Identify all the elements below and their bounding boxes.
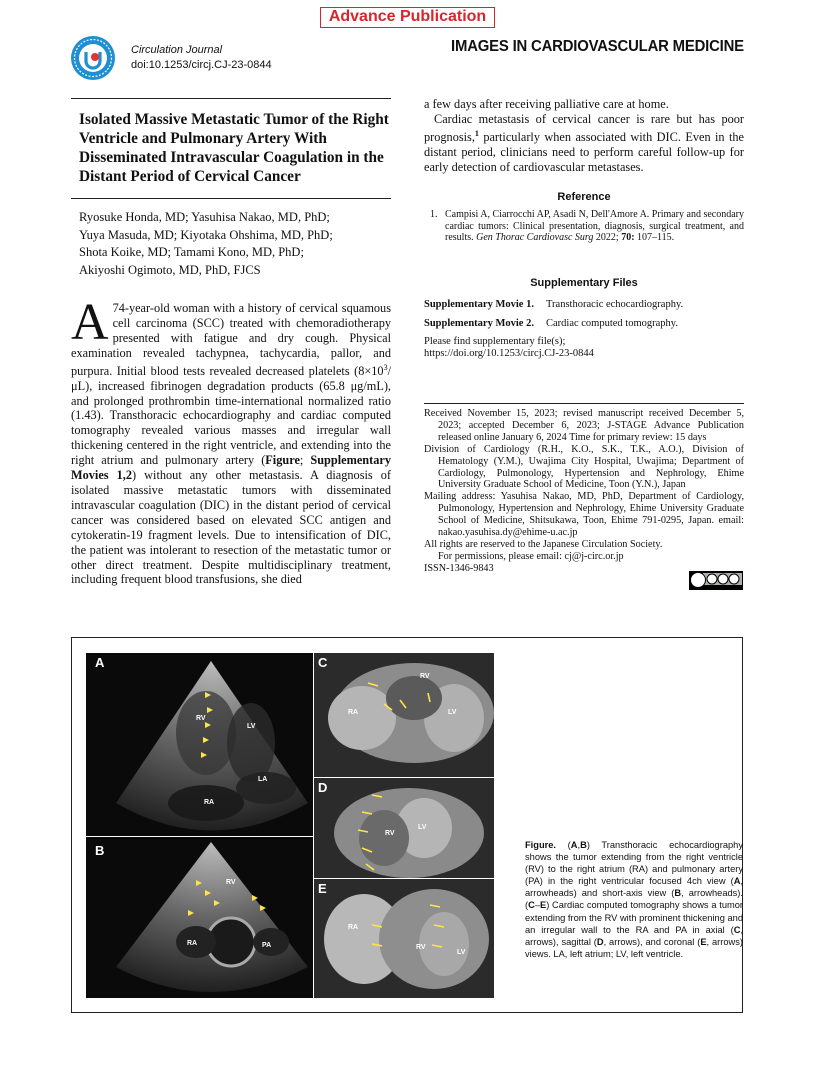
anatomy-label: RA [348, 924, 359, 931]
panel-letter: C [318, 655, 328, 670]
figure-link[interactable]: Figure [265, 453, 300, 468]
supplementary-item-label: Supplementary Movie 2. [424, 318, 534, 329]
ct-axial-image-icon [314, 653, 494, 777]
anatomy-label: RV [196, 715, 206, 722]
echo-short-axis-image-icon [86, 837, 313, 998]
figure-panel-a[interactable] [86, 653, 313, 836]
body-text: ) without any other metastasis. A diagnosis of isolated massive metastatic tumors with disseminated intravascular coagulation (DIC) in the distant period of cervical cancer was considered based on elevated SCC antigen and cytokeratin-19 fragment levels. Due to intensification of DIC, the patient was intolerant to resection of the metastatic tumor or other direct treatment. Despite multidisciplinary treatment, including frequent blood transfusions, she died [71, 468, 391, 587]
supplementary-item[interactable] [424, 299, 683, 310]
figure-caption [525, 839, 743, 960]
article-info [424, 408, 744, 575]
caption-text: , arrows), sagittal ( [525, 924, 743, 947]
ct-sagittal-image-icon [314, 778, 494, 878]
affiliations: Division of Cardiology (R.H., K.O., S.K., T.K., A.O.), Division of Hematology (Y.M.), Uwajima City Hospital, Uwajima; Department of Cardiology, Pulmonology, Hypertension and Nephrology, Ehime University Graduate School of Medicine, Toon (Y.N.), Japan [424, 443, 744, 491]
reference-year: 2022; [593, 232, 622, 244]
caption-text: , arrowheads). ( [525, 888, 743, 911]
caption-text: ( [556, 840, 571, 850]
body-text: 74-year-old woman with a history of cervical squamous cell carcinoma (SCC) treated with chemoradiotherapy presented with fatigue and dry cough. Physical examination revealed tachypnea, tachycardia, pallor, and purpura. Initial blood tests revealed decreased platelets (8×10 [71, 301, 391, 378]
superscript: 3 [383, 362, 388, 372]
caption-panel-ref: A [570, 840, 578, 850]
figure-panel-e[interactable] [314, 879, 494, 998]
article-body-left [71, 294, 391, 587]
author-line: Shota Koike, MD; Tamami Kono, MD, PhD; [79, 245, 304, 259]
caption-text: , arrows), and coronal ( [603, 936, 701, 947]
anatomy-label: RA [348, 709, 359, 716]
rights-statement: All rights are reserved to the Japanese Circulation Society. [424, 538, 663, 550]
supplementary-item[interactable] [424, 318, 678, 329]
anatomy-label: RV [226, 879, 236, 886]
permissions-email: For permissions, please email: cj@j-circ.or.jp [438, 550, 624, 562]
reference-item [424, 209, 744, 244]
supplementary-item-text: Transthoracic echocardiography. [546, 299, 684, 310]
body-text: Cardiac metastasis of cervical cancer is rare but has poor prognosis, [424, 111, 744, 144]
author-list [79, 209, 391, 279]
body-paragraph [424, 112, 744, 175]
reference-authors: Campisi A, Ciarrocchi AP, Asadi N, Dell'Amore A. Primary and secondary cardiac tumors: Clinical presentation, diagnosis, surgical treatment, and results. [445, 209, 744, 244]
body-text: particularly when associated with DIC. Even in the distant period, clinicians need to perform careful follow-up for early detection of cardiovascular metastases. [424, 129, 744, 174]
body-paragraph: a few days after receiving palliative care at home. [424, 97, 669, 111]
caption-label: Figure. [525, 840, 556, 850]
anatomy-label: LA [258, 776, 268, 783]
caption-panel-ref: E [700, 936, 707, 947]
author-line: Ryosuke Honda, MD; Yasuhisa Nakao, MD, PhD; [79, 210, 330, 224]
supplementary-item-text: Cardiac computed tomography. [546, 318, 678, 329]
reference-citation[interactable]: 1 [474, 128, 479, 138]
echo-4ch-image-icon [86, 653, 313, 836]
anatomy-label: RV [420, 673, 430, 680]
body-text: /μL), increased fibrinogen degradation products (65.8 μg/mL), and prolonged prothrombin time-international normalized ratio (1.43). Transthoracic echocardiography and cardiac computed tomography revealed various masses and irregular wall thickening centered in the right ventricle, and extending into the right atrium and pulmonary artery ( [71, 363, 391, 468]
caption-text: , arrowheads) and short-axis view ( [525, 876, 743, 899]
body-text: ; [299, 453, 311, 468]
article-title-box [71, 98, 391, 199]
supplementary-url[interactable]: https://doi.org/10.1253/circj.CJ-23-0844 [424, 347, 594, 359]
caption-panel-ref: A [733, 876, 741, 887]
panel-letter: E [318, 881, 327, 896]
article-title: Isolated Massive Metastatic Tumor of the Right Ventricle and Pulmonary Artery With Disseminated Intravascular Coagulation in the Distant Period of Cervical Cancer [79, 111, 389, 185]
anatomy-label: RV [385, 830, 395, 837]
caption-panel-ref: C [733, 924, 741, 935]
anatomy-label: RA [187, 940, 198, 947]
anatomy-label: PA [262, 942, 272, 949]
anatomy-label: LV [448, 709, 457, 716]
caption-panel-ref: E [540, 900, 547, 911]
supplementary-movies-link[interactable]: Supplementary Movies 1 [71, 453, 391, 483]
reference-journal: Gen Thorac Cardiovasc Surg [476, 232, 594, 244]
panel-letter: D [318, 780, 328, 795]
supplementary-note [424, 336, 744, 360]
creative-commons-badge-icon [689, 571, 743, 590]
info-divider [424, 403, 744, 404]
supplementary-heading: Supplementary Files [530, 277, 638, 289]
author-line: Yuya Masuda, MD; Kiyotaka Ohshima, MD, PhD; [79, 227, 333, 242]
caption-panel-ref: B [674, 888, 682, 899]
anatomy-label: LV [418, 824, 427, 831]
drop-cap: A [71, 294, 109, 351]
received-dates: Received November 15, 2023; revised manuscript received December 5, 2023; accepted December 6, 2023; J-STAGE Advance Publication released online January 6, 2024 Time for primary review: 15 days [424, 408, 744, 443]
caption-text: ) Cardiac computed tomography shows a tumor extending from the RV with prominent thickening and an irregular wall to the RA and PA in axial ( [525, 900, 743, 935]
caption-text: ) Transthoracic echocardiography shows the tumor extending from the right ventricle (RV) to the right atrium (RA) and pulmonary artery (PA) in the right ventricular focused 4ch view ( [525, 840, 743, 887]
supplementary-note-text: Please find supplementary file(s); [424, 336, 566, 347]
caption-panel-ref: B [580, 840, 587, 850]
section-heading: IMAGES IN CARDIOVASCULAR MEDICINE [451, 38, 744, 55]
figure-panel-d[interactable] [314, 778, 494, 878]
supplementary-movies-link-2[interactable]: ,2 [122, 468, 133, 483]
caption-text: , arrows) views. LA, left atrium; LV, left ventricle. [525, 936, 743, 959]
figure-panel-b[interactable] [86, 837, 313, 998]
author-line: Akiyoshi Ogimoto, MD, PhD, FJCS [79, 262, 261, 277]
supplementary-item-label: Supplementary Movie 1. [424, 299, 534, 310]
caption-panel-ref: C [528, 900, 535, 911]
journal-doi[interactable]: doi:10.1253/circj.CJ-23-0844 [131, 59, 272, 71]
reference-heading: Reference [557, 191, 611, 203]
circulation-journal-logo-icon [70, 35, 116, 81]
panel-letter: A [95, 655, 105, 670]
anatomy-label: RA [204, 799, 215, 806]
reference-volume: 70: [621, 232, 635, 244]
caption-panel-ref: D [596, 936, 604, 947]
anatomy-label: RV [416, 944, 426, 951]
ct-coronal-image-icon [314, 879, 494, 998]
advance-publication-banner: Advance Publication [320, 7, 495, 28]
caption-text: , [577, 840, 581, 850]
reference-pages: 107–115. [634, 232, 675, 244]
anatomy-label: LV [457, 949, 466, 956]
reference-number: 1. [430, 209, 438, 220]
reference-text [445, 209, 744, 244]
anatomy-label: LV [247, 723, 256, 730]
article-body-right [424, 97, 744, 175]
panel-letter: B [95, 843, 105, 858]
journal-name: Circulation Journal [131, 44, 223, 56]
mailing-address: Mailing address: Yasuhisa Nakao, MD, PhD, Department of Cardiology, Pulmonology, Hypertension and Nephrology, Ehime University Graduate School of Medicine, Shitsukawa, Toon, Ehime 791-0295, Japan. email: nakao.yasuhisa.dy@ehime-u.ac.jp [424, 491, 744, 539]
figure-panel-c[interactable] [314, 653, 494, 777]
caption-text: – [534, 900, 540, 911]
issn: ISSN-1346-9843 [424, 562, 494, 574]
